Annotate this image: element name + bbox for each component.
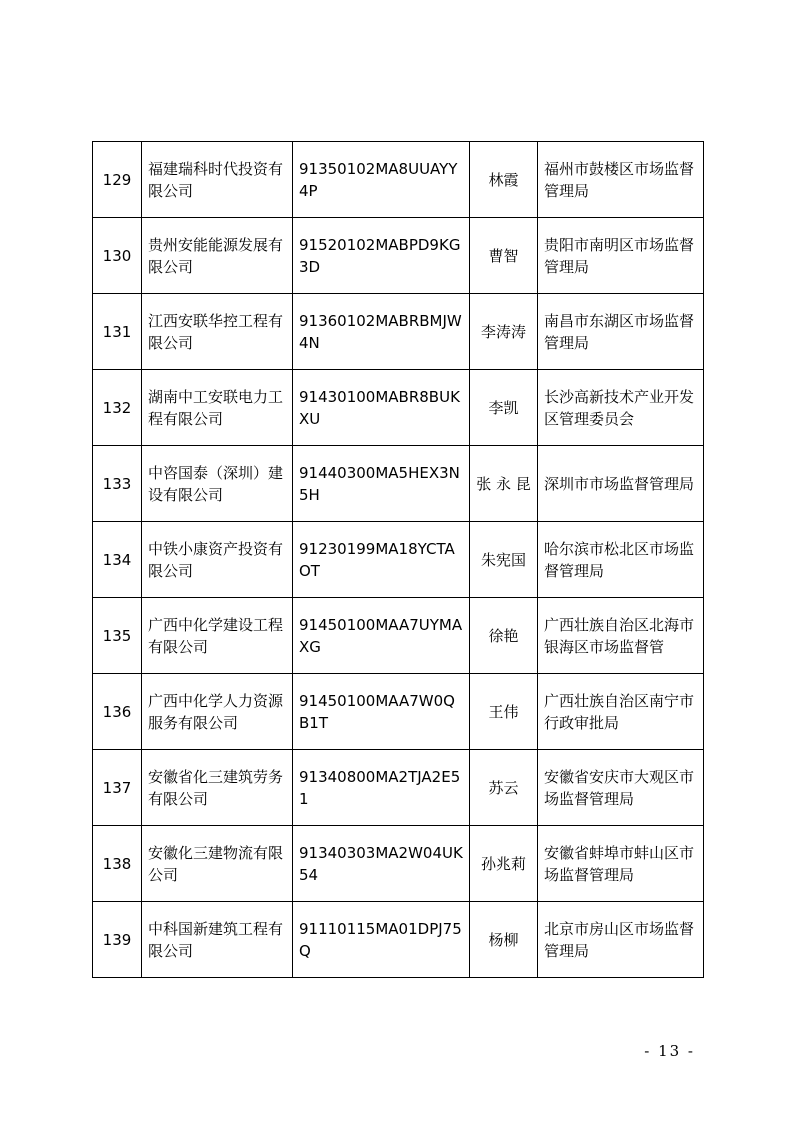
row-number: 137 [93, 750, 142, 826]
table-row [93, 598, 704, 674]
legal-representative: 孙兆莉 [470, 826, 538, 902]
registration-authority: 北京市房山区市场监督管理局 [538, 902, 704, 978]
row-number: 133 [93, 446, 142, 522]
credit-code: 91340303MA2W04UK54 [293, 826, 470, 902]
credit-code: 91520102MABPD9KG3D [293, 218, 470, 294]
credit-code: 91350102MA8UUAYY4P [293, 142, 470, 218]
legal-representative: 朱宪国 [470, 522, 538, 598]
table-row [93, 218, 704, 294]
registration-authority: 安徽省安庆市大观区市场监督管理局 [538, 750, 704, 826]
registration-authority: 贵阳市南明区市场监督管理局 [538, 218, 704, 294]
registration-authority: 广西壮族自治区北海市银海区市场监督管 [538, 598, 704, 674]
legal-representative: 张 永 昆 [470, 446, 538, 522]
legal-representative: 徐艳 [470, 598, 538, 674]
row-number: 131 [93, 294, 142, 370]
legal-representative: 苏云 [470, 750, 538, 826]
row-number: 135 [93, 598, 142, 674]
company-name: 江西安联华控工程有限公司 [142, 294, 293, 370]
legal-representative: 李涛涛 [470, 294, 538, 370]
company-name: 广西中化学建设工程有限公司 [142, 598, 293, 674]
table-row [93, 674, 704, 750]
credit-code: 91110115MA01DPJ75Q [293, 902, 470, 978]
registration-authority: 长沙高新技术产业开发区管理委员会 [538, 370, 704, 446]
company-name: 中科国新建筑工程有限公司 [142, 902, 293, 978]
registration-authority: 安徽省蚌埠市蚌山区市场监督管理局 [538, 826, 704, 902]
credit-code: 91450100MAA7W0QB1T [293, 674, 470, 750]
legal-representative: 王伟 [470, 674, 538, 750]
row-number: 136 [93, 674, 142, 750]
page-number: - 13 - [644, 1042, 695, 1060]
row-number: 132 [93, 370, 142, 446]
legal-representative: 杨柳 [470, 902, 538, 978]
table-row [93, 294, 704, 370]
row-number: 134 [93, 522, 142, 598]
credit-code: 91440300MA5HEX3N5H [293, 446, 470, 522]
registry-table-body [93, 142, 704, 978]
row-number: 138 [93, 826, 142, 902]
registration-authority: 深圳市市场监督管理局 [538, 446, 704, 522]
table-row [93, 142, 704, 218]
company-name: 安徽化三建物流有限公司 [142, 826, 293, 902]
company-name: 安徽省化三建筑劳务有限公司 [142, 750, 293, 826]
registry-table [92, 141, 704, 978]
table-row [93, 902, 704, 978]
credit-code: 91340800MA2TJA2E51 [293, 750, 470, 826]
registration-authority: 广西壮族自治区南宁市行政审批局 [538, 674, 704, 750]
company-name: 福建瑞科时代投资有限公司 [142, 142, 293, 218]
row-number: 130 [93, 218, 142, 294]
credit-code: 91360102MABRBMJW4N [293, 294, 470, 370]
credit-code: 91230199MA18YCTAOT [293, 522, 470, 598]
registration-authority: 哈尔滨市松北区市场监督管理局 [538, 522, 704, 598]
legal-representative: 林霞 [470, 142, 538, 218]
credit-code: 91430100MABR8BUKXU [293, 370, 470, 446]
company-name: 中咨国泰（深圳）建设有限公司 [142, 446, 293, 522]
table-row [93, 826, 704, 902]
company-name: 广西中化学人力资源服务有限公司 [142, 674, 293, 750]
table-row [93, 446, 704, 522]
company-name: 湖南中工安联电力工程有限公司 [142, 370, 293, 446]
legal-representative: 曹智 [470, 218, 538, 294]
company-name: 贵州安能能源发展有限公司 [142, 218, 293, 294]
row-number: 129 [93, 142, 142, 218]
registration-authority: 南昌市东湖区市场监督管理局 [538, 294, 704, 370]
registration-authority: 福州市鼓楼区市场监督管理局 [538, 142, 704, 218]
company-name: 中铁小康资产投资有限公司 [142, 522, 293, 598]
table-row [93, 750, 704, 826]
legal-representative: 李凯 [470, 370, 538, 446]
table-row [93, 370, 704, 446]
row-number: 139 [93, 902, 142, 978]
table-row [93, 522, 704, 598]
credit-code: 91450100MAA7UYMAXG [293, 598, 470, 674]
